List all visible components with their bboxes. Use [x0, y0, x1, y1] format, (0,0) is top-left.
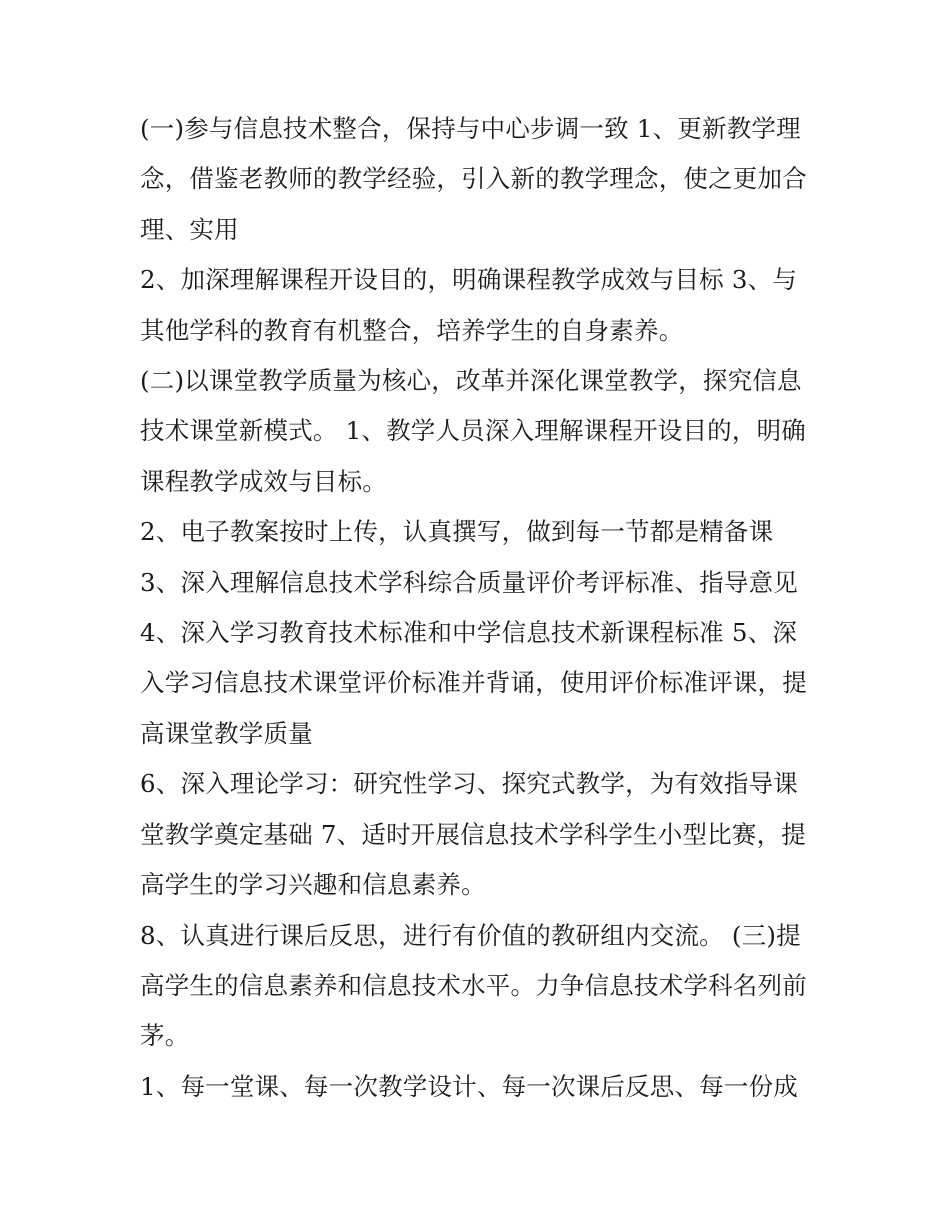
document-body: [140, 104, 830, 1112]
text-line: (一)参与信息技术整合，保持与中心步调一致 1、更新教学理: [140, 114, 801, 143]
text-line: 理、实用: [140, 214, 239, 244]
text-line: 3、深入理解信息技术学科综合质量评价考评标准、指导意见: [140, 567, 798, 597]
text-line: 技术课堂新模式。 1、教学人员深入理解课程开设目的，明确: [140, 416, 806, 446]
text-line: 高课堂教学质量: [140, 718, 313, 748]
text-line: 堂教学奠定基础 7、适时开展信息技术学科学生小型比赛，提: [140, 819, 806, 849]
text-line: 高学生的信息素养和信息技术水平。力争信息技术学科名列前: [140, 970, 807, 1000]
text-line: (二)以课堂教学质量为核心，改革并深化课堂教学，探究信息: [140, 366, 802, 396]
text-line: 4、深入学习教育技术标准和中学信息技术新课程标准 5、深: [140, 618, 798, 648]
text-line: 念，借鉴老教师的教学经验，引入新的教学理念，使之更加合: [140, 164, 807, 194]
text-line: 课程教学成效与目标。: [140, 466, 387, 496]
text-line: 其他学科的教育有机整合，培养学生的自身素养。: [140, 315, 684, 345]
text-line: 茅。: [140, 1021, 190, 1051]
text-line: 2、加深理解课程开设目的，明确课程教学成效与目标 3、与: [140, 265, 798, 295]
text-line: 6、深入理论学习：研究性学习、探究式教学，为有效指导课: [140, 769, 798, 799]
text-line: 1、每一堂课、每一次教学设计、每一次课后反思、每一份成: [140, 1071, 798, 1101]
text-line: 高学生的学习兴趣和信息素养。: [140, 870, 486, 900]
text-line: 2、电子教案按时上传，认真撰写，做到每一节都是精备课: [140, 517, 774, 547]
text-line: 入学习信息技术课堂评价标准并背诵，使用评价标准评课，提: [140, 668, 807, 698]
text-line: 8、认真进行课后反思，进行有价值的教研组内交流。 (三)提: [140, 920, 801, 950]
